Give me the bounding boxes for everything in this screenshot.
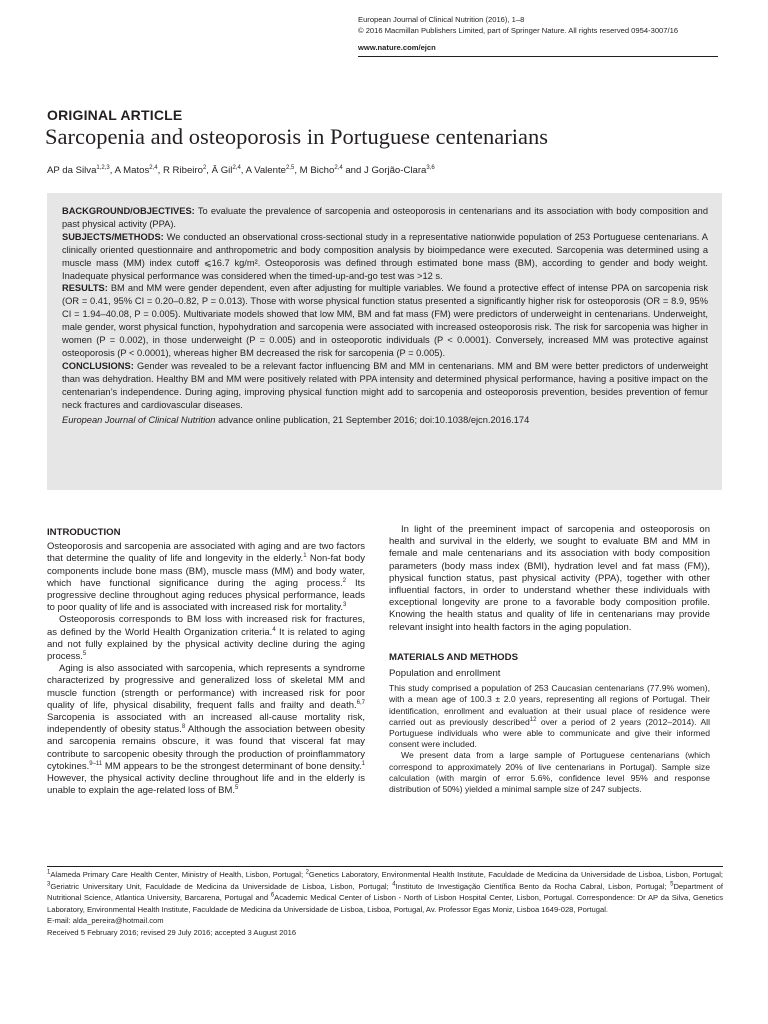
- abstract-background-label: BACKGROUND/OBJECTIVES:: [62, 206, 195, 216]
- abstract-results: [62, 282, 708, 359]
- citation-superscript: 3: [47, 880, 51, 887]
- author-separator: ,: [157, 165, 163, 176]
- citation-details: advance online publication, 21 September 2016; doi:10.1038/ejcn.2016.174: [215, 414, 530, 425]
- abstract-results-label: RESULTS:: [62, 283, 108, 294]
- author-separator: ,: [206, 165, 212, 176]
- abstract-conclusions-text: Gender was revealed to be a relevant factor influencing BM and MM in centenarians. MM and BM were better predictors of underweight than was dehydration. Healthy BM and MM were positively related with PPA intensity and determined physical performance, having a positive impact on the centenarian’s independence. During aging, improving physical function might add to sarcopenia and osteoporosis prevention, besides prevention of femur neck fractures and cardiovascular diseases.: [62, 360, 708, 410]
- copyright-line: © 2016 Macmillan Publishers Limited, part of Springer Nature. All rights reserved 0954-3007/16: [358, 26, 679, 35]
- left-column: [47, 527, 365, 797]
- author-affiliation-superscript: 1,2,3: [96, 164, 110, 171]
- abstract-conclusions-label: CONCLUSIONS:: [62, 360, 134, 371]
- text-run: Alameda Primary Care Health Center, Ministry of Health, Lisbon, Portugal;: [50, 870, 306, 879]
- text-run: Genetics Laboratory, Environmental Health Institute, Faculdade de Medicina da Universidade de Lisboa, Lisbon, Portugal;: [308, 870, 723, 879]
- citation-superscript: 6,7: [356, 699, 365, 706]
- citation-superscript: 1: [361, 760, 365, 767]
- citation-superscript: 2: [342, 577, 347, 584]
- author-affiliation-superscript: 2,4: [232, 164, 241, 171]
- population-subheading: Population and enrollment: [389, 668, 501, 680]
- journal-citation-line: European Journal of Clinical Nutrition (2016), 1–8: [358, 15, 525, 24]
- citation-superscript: 1: [47, 869, 51, 876]
- abstract-citation: [62, 414, 708, 427]
- author-affiliation-superscript: 3,6: [426, 164, 435, 171]
- text-run: Sarcopenia is associated with an increased all-cause mortality risk, independently of obesity status.: [47, 712, 365, 736]
- author-name: AP da Silva: [47, 165, 97, 176]
- abstract-conclusions: [62, 360, 708, 412]
- journal-website-link[interactable]: www.nature.com/ejcn: [358, 43, 436, 52]
- text-run: This study comprised a population of 253 Caucasian centenarians (77.9% women), with a mean age of 100.3 ± 2.0 years, representing all regions of Portugal. Their identification, enrollment and evaluation at their usual place of residence were carried out as previously described: [389, 683, 710, 727]
- introduction-heading: INTRODUCTION: [47, 527, 121, 538]
- author-name: M Bicho: [299, 165, 335, 176]
- author-name: A Matos: [114, 165, 150, 176]
- text-run: Geriatric Universitary Unit, Faculdade de Medicina da Universidade de Lisboa, Lisbon, Portugal;: [50, 881, 393, 891]
- author-separator: and: [342, 165, 364, 176]
- citation-superscript: 2: [305, 869, 309, 876]
- text-run: Instituto de Investigação Científica Bento da Rocha Cabral, Lisbon, Portugal;: [395, 881, 671, 891]
- intro-paragraph-3: [47, 663, 365, 797]
- text-run: Although the association between obesity and sarcopenia remains obscure, it was found that visceral fat may contribute to sarcopenic obesity through the production of proinflammatory cytokines.: [47, 724, 365, 772]
- citation-superscript: 1: [303, 553, 307, 560]
- footnote-block: [47, 869, 723, 938]
- author-name: Â Gil: [211, 165, 233, 176]
- abstract-subjects: [62, 231, 708, 283]
- author-separator: ,: [240, 165, 246, 176]
- article-title: Sarcopenia and osteoporosis in Portuguese centenarians: [45, 124, 548, 149]
- citation-superscript: 8: [181, 724, 186, 731]
- methods-heading: MATERIALS AND METHODS: [389, 651, 518, 663]
- text-run: over a period of 2 years (2012–2014). All Portuguese individuals who were able to communicate and give their informed consent were included.: [389, 716, 710, 750]
- article-type-label: ORIGINAL ARTICLE: [47, 107, 183, 123]
- text-run: Osteoporosis and sarcopenia are associated with aging and are two factors that determine the quality of life and longevity in the elderly.: [47, 541, 365, 565]
- text-run: It is related to aging and not fully explained by the physical activity decline during the aging process.: [47, 626, 365, 663]
- footnote-divider: [47, 866, 723, 867]
- text-run: MM appears to be the strongest determinant of bone density.: [102, 760, 362, 772]
- text-run: Osteoporosis corresponds to BM loss with increased risk for fractures, as defined by the World Health Organization criteria.: [47, 614, 365, 638]
- affiliations-text: [47, 869, 723, 915]
- citation-superscript: 3: [343, 602, 347, 609]
- received-dates: Received 5 February 2016; revised 29 July 2016; accepted 3 August 2016: [47, 927, 297, 937]
- author-affiliation-superscript: 2,4: [149, 164, 158, 171]
- intro-paragraph-2: [47, 614, 365, 663]
- text-run: Department of Nutritional Science, Atlantica University, Barcarena, Portugal and: [47, 881, 723, 902]
- author-affiliation-superscript: 2: [202, 164, 207, 171]
- text-run: We present data from a large sample of Portuguese centenarians (which correspond to approximately 20% of live centenarians in Portugal). Sample size calculation (with margin of error 5.6%, confidence level 95% and response distribution of 50%) yielded a minimal sample size of 247 subjects.: [389, 750, 710, 795]
- citation-superscript: 6: [270, 892, 275, 899]
- citation-superscript: 9–11: [89, 760, 103, 767]
- author-separator: ,: [109, 165, 115, 176]
- author-list: [47, 165, 435, 176]
- abstract-results-text: BM and MM were gender dependent, even after adjusting for multiple variables. We found a protective effect of intense PPA on sarcopenia risk (OR = 0.41, 95% CI = 0.20–0.82, P = 0.013). Those with worse physical function status presented a significantly higher risk for osteoporosis (OR = 8.9, 95% CI = 1.94–40.08, P = 0.005). Multivariate models showed that low MM, BM and fat mass (FM) were predictors of underweight in centenarians. Underweight, male gender, worst physical function, hypohydration and sarcopenia were associated with increased osteoporosis risk. The risk for sarcopenia was higher in women (P = 0.002), in those underweight (P = 0.005) and in osteoporotic individuals (P < 0.0001). Conversely, increased MM was protective against osteoporosis (P < 0.0001), whereas higher BM decreased the risk for sarcopenia (P = 0.005).: [62, 283, 708, 358]
- abstract-subjects-label: SUBJECTS/METHODS:: [62, 231, 164, 242]
- intro-paragraph-4: [389, 524, 710, 634]
- intro-paragraph-1: [47, 541, 365, 614]
- text-run: Aging is also associated with sarcopenia, which represents a syndrome characterized by progressive and generalized loss of skeletal MM and muscle function (strength or performance) with increased risk for poor quality of life, physical disability, frequent falls and frailty and death.: [47, 663, 365, 711]
- abstract-background-text: To evaluate the prevalence of sarcopenia and osteoporosis in centenarians and its association with body composition and past physical activity (PPA).: [62, 206, 708, 229]
- citation-superscript: 5: [235, 785, 239, 792]
- text-run: In light of the preeminent impact of sarcopenia and osteoporosis on health and survival in the elderly, we sought to evaluate BM and MM in female and male centenarians and its association with body composition parameters (body mass index (BMI), hydration level and fat mass (FM)), physical function status, past physical activity (PPA), together with other influential factors, in order to understand whether these individuals with exceptional longevity are prone to a favorable body composition profile. Knowing the health status and quality of life in centenarians may provide relevant insight into health factors in the aging population.: [389, 524, 710, 633]
- methods-paragraph-2: [389, 750, 710, 795]
- methods-paragraph-1: [389, 683, 710, 750]
- correspondence-email[interactable]: E-mail: alda_pereira@hotmail.com: [47, 916, 164, 925]
- citation-superscript: 12: [529, 716, 537, 723]
- author-affiliation-superscript: 2,4: [334, 164, 343, 171]
- right-column: [389, 524, 710, 795]
- author-name: A Valente: [245, 165, 286, 176]
- journal-header: [358, 14, 718, 53]
- abstract-background: [62, 205, 708, 231]
- text-run: Its progressive decline throughout aging reduces physical performance, leads to poor quality of life and is associated with increased risk for mortality.: [47, 577, 366, 614]
- citation-superscript: 4: [392, 880, 396, 887]
- author-name: J Gorjão-Clara: [364, 165, 427, 176]
- text-run: Academic Medical Center of Lisbon - North of Lisbon Hospital Center, Lisbon, Portugal. Correspondence: Dr AP da Silva, Genetics Laboratory, Environmental Health Institute, Faculdade de Medicina da Universidade de Lisboa, Lisboa, Portugal, Av. Professor Egas Moniz, Lisboa 1649-028, Portugal.: [47, 893, 724, 914]
- citation-superscript: 5: [82, 650, 87, 657]
- text-run: Non-fat body components include bone mass (BM), muscle mass (MM) and body water, which have functional significance during the aging process.: [47, 553, 365, 589]
- citation-superscript: 4: [272, 626, 276, 633]
- header-divider: [358, 56, 718, 57]
- author-affiliation-superscript: 2,5: [285, 164, 295, 171]
- author-name: R Ribeiro: [162, 165, 203, 176]
- citation-superscript: 5: [670, 880, 674, 887]
- citation-journal-name: European Journal of Clinical Nutrition: [62, 414, 216, 425]
- abstract-box: [47, 193, 722, 490]
- abstract-subjects-text: We conducted an observational cross-sectional study in a representative nationwide population of 253 Portuguese centenarians. A clinically oriented questionnaire and anthropometric and body composition analysis by bioimpedance were executed. Sarcopenia was determined using a muscle mass (MM) index cutoff ⩽16.7 kg/m². Osteoporosis was defined through estimated bone mass (BM), according to gender and body weight. Inadequate physical performance was considered when the timed-up-and-go test was >12 s.: [62, 231, 708, 281]
- text-run: However, the physical activity decline throughout life and in the elderly is unable to explain the age-related loss of BM.: [47, 773, 365, 797]
- author-separator: ,: [294, 165, 300, 176]
